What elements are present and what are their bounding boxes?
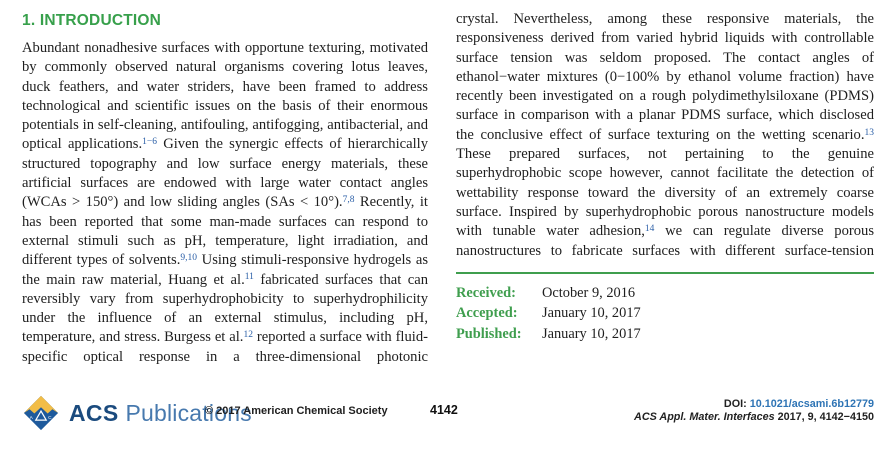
citation-ref[interactable]: 11 [244, 272, 254, 283]
doi-link[interactable]: 10.1021/acsami.6b12779 [749, 398, 874, 410]
page-number: 4142 [430, 403, 458, 417]
citation-ref[interactable]: 1−6 [142, 137, 157, 148]
published-date: January 10, 2017 [542, 325, 641, 342]
intro-paragraph-right: crystal. Nevertheless, among these responsive materials, the responsiveness derived from varied hybrid liquids with controllable surface tension was seldom proposed. The contact angles of ethanol−water mixtures (0−100% by ethanol volume fraction) have recently been investigated on a rough polydimethylsiloxane (PDMS) surface in comparison with a planar PDMS surface, which disclosed the conclusive effect of surface texturing on the wetting scenario.$^{13}$ These prepared surfaces, not pertaining to the genuine superhydrophobic scope however, cannot facilitate the detection of wettability response toward the diversity of an extremely coarse surface. Inspired by superhydrophobic porous nanostructure models with tunable water adhesion,$^{14}$ we can regulate diverse porous nanostructures to fabricate surfaces with different surface-tension [456, 11, 875, 259]
accepted-date: January 10, 2017 [542, 305, 641, 322]
citation-ref[interactable]: 14 [644, 224, 655, 234]
published-row [456, 324, 874, 345]
svg-text:A: A [29, 416, 33, 422]
doi-label: DOI: [723, 398, 747, 410]
section-heading-introduction: 1. INTRODUCTION [22, 12, 162, 29]
copyright-notice: © 2017 American Chemical Society [205, 405, 388, 417]
received-row [456, 283, 874, 304]
article-history [456, 272, 874, 345]
journal-name: ACS Appl. Mater. Interfaces [634, 411, 775, 423]
article-history-divider [456, 272, 874, 274]
citation-ref[interactable]: 13 [864, 127, 874, 138]
published-label: Published: [456, 325, 522, 342]
doi-citation-block [634, 398, 874, 424]
accepted-label: Accepted: [456, 305, 518, 322]
logo-acs-text: ACS [69, 399, 119, 426]
two-column-text [22, 10, 874, 367]
citation-volume-pages: 2017, 9, 4142−4150 [774, 411, 874, 423]
intro-paragraph-left: Abundant nonadhesive surfaces with opportune texturing, motivated by commonly observed natural organisms covering lotus leaves, duck feathers, and water striders, have been framed to address technological and scientific issues on the basis of their enormous potentials in self-cleaning, antifouling, antifogging, antibacterial, and optical applications.$^{1-6}$ Given the synergic effects of hierarchically structured topography and low surface energy materials, these artificial surfaces are endowed with large water contact angles (WCAs > 150°) and low sliding angles (SAs < 10°).$^{7,8}$ Recently, it has been reported that some man-made surfaces can respond to external stimuli such as pH, temperature, light irradiation, and different types of solvents.$^{9,10}$ Using stimuli-responsive hydrogels as the main raw material, Huang et al.$^{11}$ fabricated surfaces that can reversibly vary from superhydrophobicity to superhydrophilicity under the influence of an external stimulus, including pH, temperature, and stress. Burgess et al.$^{12}$ reported a surface with fluid-specific optical response in a three-dimensional photonic [22, 40, 428, 365]
logo-publications-text: Publications [125, 399, 252, 426]
acs-diamond-icon [22, 394, 60, 432]
citation-ref[interactable]: 7,8 [342, 195, 355, 206]
svg-text:C: C [48, 416, 52, 422]
accepted-row [456, 303, 874, 324]
received-label: Received: [456, 284, 516, 301]
citation-ref[interactable]: 9,10 [180, 253, 197, 263]
citation-ref[interactable]: 12 [243, 330, 253, 341]
left-column [22, 10, 428, 367]
page-footer [22, 392, 874, 444]
received-date: October 9, 2016 [542, 284, 636, 301]
doi-line [634, 398, 874, 411]
right-column [456, 10, 874, 367]
journal-citation-line [634, 411, 874, 424]
